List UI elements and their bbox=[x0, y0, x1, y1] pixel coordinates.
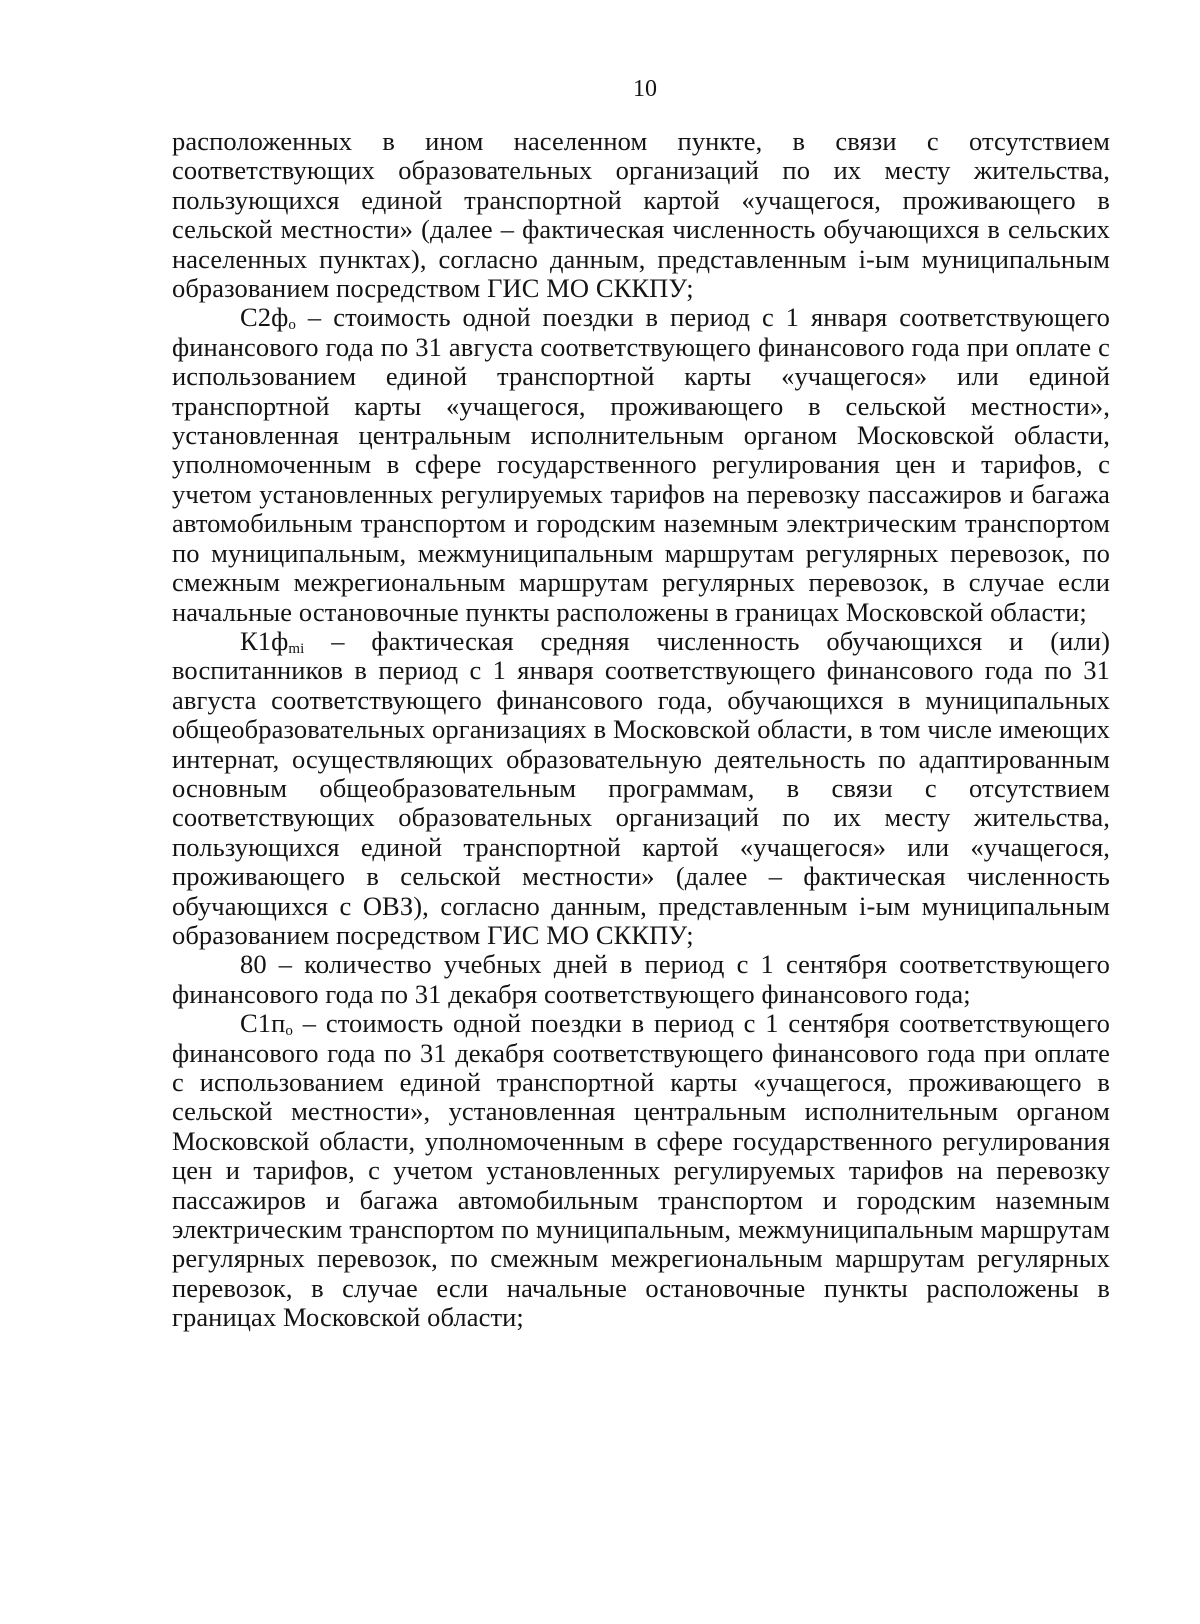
formula-term bbox=[240, 626, 304, 656]
term-symbol: С1п bbox=[240, 1008, 286, 1039]
formula-term bbox=[240, 302, 296, 332]
term-subscript: о bbox=[285, 1023, 294, 1040]
definition-80 bbox=[172, 950, 1110, 1009]
definition-c1po bbox=[172, 1009, 1110, 1332]
term-symbol: 80 bbox=[240, 949, 267, 980]
formula-term bbox=[240, 949, 267, 979]
term-symbol: К1ф bbox=[240, 625, 289, 656]
formula-term bbox=[240, 1008, 293, 1038]
term-subscript: о bbox=[288, 317, 297, 334]
term-symbol: С2ф bbox=[240, 302, 289, 333]
page-number: 10 bbox=[633, 76, 657, 102]
definition-text: – количество учебных дней в период с 1 сентября соответствующего финансового года по 31 декабря соответствующего финансового года; bbox=[172, 949, 1110, 1009]
definition-c2fo bbox=[172, 303, 1110, 626]
definition-text: – стоимость одной поездки в период с 1 сентября соответствующего финансового года по 31 декабря соответствующего финансового года при оплате с использованием единой транспортной карты «учащегося, проживающего в сельской местности», установленная центральным исполнительным органом Московской области, уполномоченным в сфере государственного регулирования цен и тарифов, с учетом установленных регулируемых тарифов на перевозку пассажиров и багажа автомобильным транспортом и городским наземным электрическим транспортом по муниципальным, межмуниципальным маршрутам регулярных перевозок, по смежным межрегиональным маршрутам регулярных перевозок, в случае если начальные остановочные пункты расположены в границах Московской области; bbox=[172, 1008, 1110, 1333]
definition-text: – стоимость одной поездки в период с 1 января соответствующего финансового года по 31 августа соответствующего финансового года при оплате с использованием единой транспортной карты «учащегося» или единой транспортной карты «учащегося, проживающего в сельской местности», установленная центральным исполнительным органом Московской области, уполномоченным в сфере государственного регулирования цен и тарифов, с учетом установленных регулируемых тарифов на перевозку пассажиров и багажа автомобильным транспортом и городским наземным электрическим транспортом по муниципальным, межмуниципальным маршрутам регулярных перевозок, по смежным межрегиональным маршрутам регулярных перевозок, в случае если начальные остановочные пункты расположены в границах Московской области; bbox=[172, 302, 1110, 627]
term-subscript: mi bbox=[288, 640, 305, 657]
definition-text: – фактическая средняя численность обучающихся и (или) воспитанников в период с 1 января соответствующего финансового года по 31 августа соответствующего финансового года, обучающихся в муниципальных общеобразовательных организациях в Московской области, в том числе имеющих интернат, осуществляющих образовательную деятельность по адаптированным основным общеобразовательным программам, в связи с отсутствием соответствующих образовательных организаций по их месту жительства, пользующихся единой транспортной картой «учащегося» или «учащегося, проживающего в сельской местности» (далее – фактическая численность обучающихся с ОВЗ), согласно данным, представленным i-ым муниципальным образованием посредством ГИС МО СККПУ; bbox=[172, 625, 1110, 950]
definition-k1fmi bbox=[172, 627, 1110, 950]
paragraph-text: расположенных в ином населенном пункте, в связи с отсутствием соответствующих образовательных организаций по их месту жительства, пользующихся единой транспортной картой «учащегося, проживающего в сельской местности» (далее – фактическая численность обучающихся в сельских населенных пунктах), согласно данным, представленным i-ым муниципальным образованием посредством ГИС МО СККПУ; bbox=[172, 126, 1110, 304]
document-body bbox=[172, 127, 1110, 1333]
paragraph-continuation bbox=[172, 127, 1110, 303]
